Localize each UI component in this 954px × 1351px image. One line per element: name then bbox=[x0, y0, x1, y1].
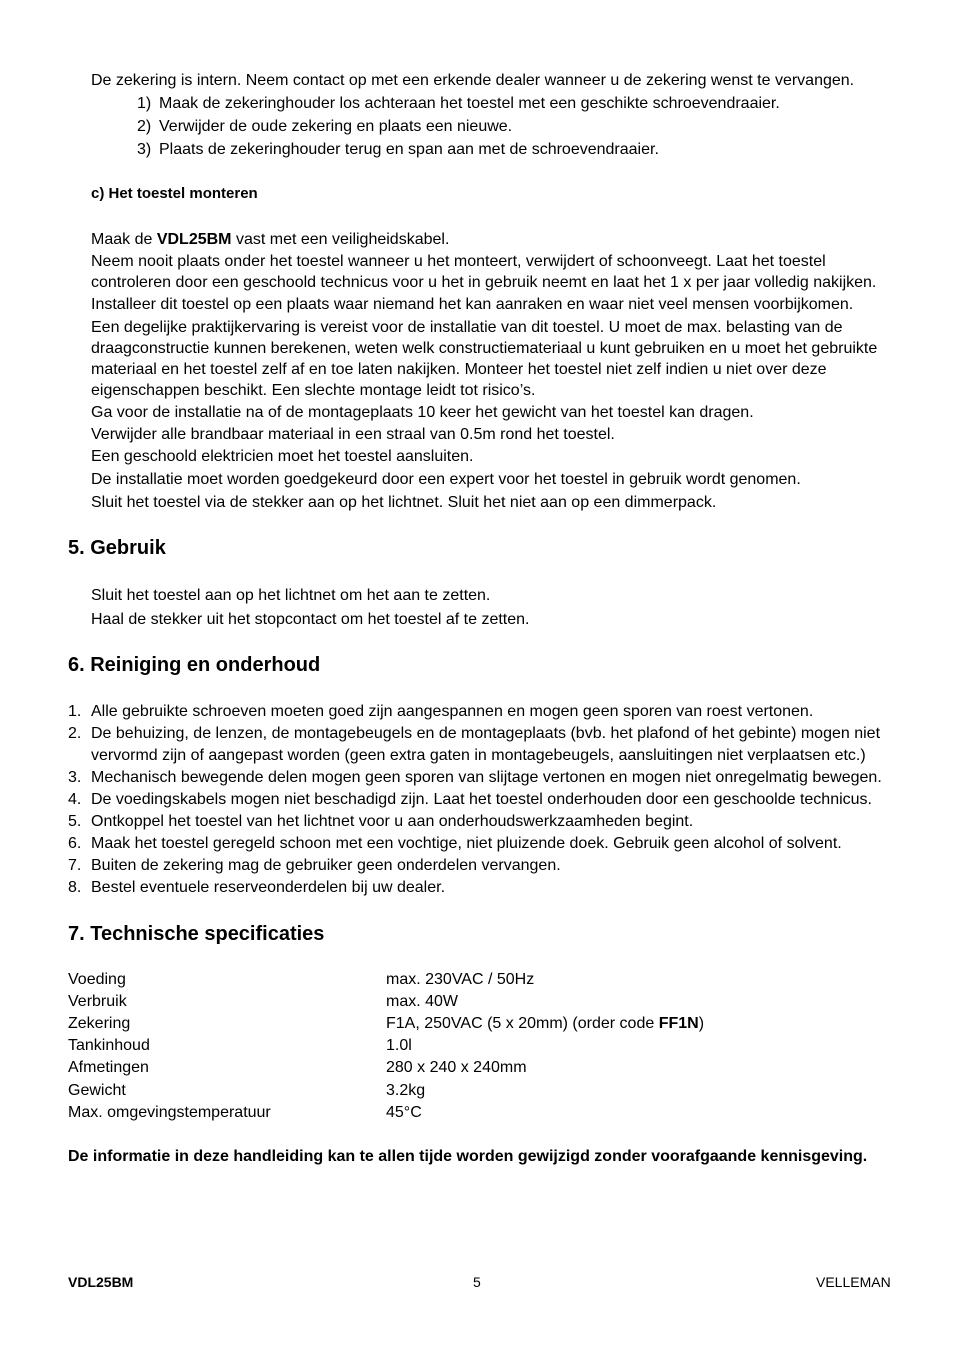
step-text: Verwijder de oude zekering en plaats een nieuwe. bbox=[159, 118, 513, 135]
list-number: 5. bbox=[68, 813, 82, 830]
mount-line: eigenschappen beschikt. Een slechte montage leidt tot risico’s. bbox=[91, 382, 536, 399]
mount-line: Ga voor de installatie na of de montageplaats 10 keer het gewicht van het toestel kan dragen. bbox=[91, 404, 754, 421]
list-number: 4. bbox=[68, 791, 82, 808]
list-item: Buiten de zekering mag de gebruiker geen onderdelen vervangen. bbox=[91, 857, 561, 874]
section-heading-maintenance: 6. Reiniging en onderhoud bbox=[68, 654, 321, 676]
mount-line: Installeer dit toestel op een plaats waar niemand het kan aanraken en waar niet veel mensen voorbijkomen. bbox=[91, 296, 854, 313]
footer-page-number: 5 bbox=[473, 1274, 481, 1290]
mount-line: Verwijder alle brandbaar materiaal in een straal van 0.5m rond het toestel. bbox=[91, 426, 615, 443]
list-item: Maak het toestel geregeld schoon met een vochtige, niet pluizende doek. Gebruik geen alcohol of solvent. bbox=[91, 835, 842, 852]
mount-line: De installatie moet worden goedgekeurd door een expert voor het toestel in gebruik wordt genomen. bbox=[91, 471, 801, 488]
mount-line: Een geschoold elektricien moet het toestel aansluiten. bbox=[91, 448, 474, 465]
step-text: Maak de zekeringhouder los achteraan het toestel met een geschikte schroevendraaier. bbox=[159, 95, 780, 112]
spec-value: max. 40W bbox=[386, 993, 459, 1010]
mount-line bbox=[91, 230, 449, 250]
list-item: De behuizing, de lenzen, de montagebeugels en de montageplaats (bvb. het plafond of het gebinte) mogen niet bbox=[91, 725, 881, 742]
spec-value: 1.0l bbox=[386, 1037, 412, 1054]
fuse-step bbox=[137, 117, 512, 137]
spec-label: Tankinhoud bbox=[68, 1037, 150, 1054]
list-item: Bestel eventuele reserveonderdelen bij uw dealer. bbox=[91, 879, 446, 896]
list-item: De voedingskabels mogen niet beschadigd zijn. Laat het toestel onderhouden door een geschoolde technicus. bbox=[91, 791, 872, 808]
list-number: 8. bbox=[68, 879, 82, 896]
mount-line: Een degelijke praktijkervaring is vereist voor de installatie van dit toestel. U moet de max. belasting van de bbox=[91, 319, 843, 336]
section-heading-use: 5. Gebruik bbox=[68, 537, 166, 559]
spec-label: Max. omgevingstemperatuur bbox=[68, 1104, 271, 1121]
mount-line: controleren door een geschoold technicus voor u het in gebruik neemt en laat het 1 x per jaar volledig nakijken. bbox=[91, 274, 877, 291]
model-name: VDL25BM bbox=[156, 231, 232, 248]
spec-value: max. 230VAC / 50Hz bbox=[386, 971, 535, 988]
disclaimer-notice: De informatie in deze handleiding kan te allen tijde worden gewijzigd zonder voorafgaande kennisgeving. bbox=[68, 1148, 868, 1165]
step-text: Plaats de zekeringhouder terug en span aan met de schroevendraaier. bbox=[159, 141, 659, 158]
order-code: FF1N bbox=[658, 1015, 699, 1032]
spec-label: Zekering bbox=[68, 1015, 131, 1032]
spec-value: 3.2kg bbox=[386, 1082, 426, 1099]
step-number: 2) bbox=[137, 118, 152, 135]
list-number: 1. bbox=[68, 703, 82, 720]
text: Maak de bbox=[91, 231, 157, 248]
use-line: Haal de stekker uit het stopcontact om het toestel af te zetten. bbox=[91, 611, 530, 628]
fuse-step bbox=[137, 140, 659, 160]
list-item-continued: vervormd zijn of aangepast worden (geen extra gaten in montagebeugels, aansluitingen niet verplaatsen etc.) bbox=[91, 747, 866, 764]
mount-line: Sluit het toestel via de stekker aan op het lichtnet. Sluit het niet aan op een dimmerpack. bbox=[91, 494, 717, 511]
spec-value: 45°C bbox=[386, 1104, 422, 1121]
list-item: Mechanisch bewegende delen mogen geen sporen van slijtage vertonen en mogen niet onregelmatig bewegen. bbox=[91, 769, 882, 786]
list-item: Alle gebruikte schroeven moeten goed zijn aangespannen en mogen geen sporen van roest vertonen. bbox=[91, 703, 814, 720]
text: vast met een veiligheidskabel. bbox=[231, 231, 450, 248]
step-number: 1) bbox=[137, 95, 152, 112]
mount-line: draagconstructie kunnen berekenen, weten welk constructiemateriaal u kunt gebruiken en u moet het gebruikte bbox=[91, 340, 878, 357]
fuse-intro: De zekering is intern. Neem contact op met een erkende dealer wanneer u de zekering wenst te vervangen. bbox=[91, 72, 855, 89]
section-heading-specs: 7. Technische specificaties bbox=[68, 923, 325, 945]
spec-label: Verbruik bbox=[68, 993, 127, 1010]
spec-label: Afmetingen bbox=[68, 1059, 149, 1076]
spec-label: Voeding bbox=[68, 971, 126, 988]
spec-label: Gewicht bbox=[68, 1082, 126, 1099]
use-line: Sluit het toestel aan op het lichtnet om het aan te zetten. bbox=[91, 587, 491, 604]
spec-value bbox=[386, 1014, 704, 1034]
fuse-step bbox=[137, 94, 780, 114]
footer-brand: VELLEMAN bbox=[816, 1274, 891, 1290]
list-number: 7. bbox=[68, 857, 82, 874]
spec-value: 280 x 240 x 240mm bbox=[386, 1059, 527, 1076]
mount-heading: c) Het toestel monteren bbox=[91, 185, 258, 202]
step-number: 3) bbox=[137, 141, 152, 158]
footer-model: VDL25BM bbox=[68, 1274, 134, 1290]
list-item: Ontkoppel het toestel van het lichtnet voor u aan onderhoudswerkzaamheden begint. bbox=[91, 813, 694, 830]
mount-line: materiaal en het toestel zelf af en toe laten nakijken. Monteer het toestel niet zelf indien u niet over deze bbox=[91, 361, 827, 378]
text: F1A, 250VAC (5 x 20mm) (order code bbox=[386, 1015, 659, 1032]
text: ) bbox=[698, 1015, 705, 1032]
list-number: 2. bbox=[68, 725, 82, 742]
mount-line: Neem nooit plaats onder het toestel wanneer u het monteert, verwijdert of schoonveegt. Laat het toestel bbox=[91, 253, 826, 270]
list-number: 3. bbox=[68, 769, 82, 786]
list-number: 6. bbox=[68, 835, 82, 852]
